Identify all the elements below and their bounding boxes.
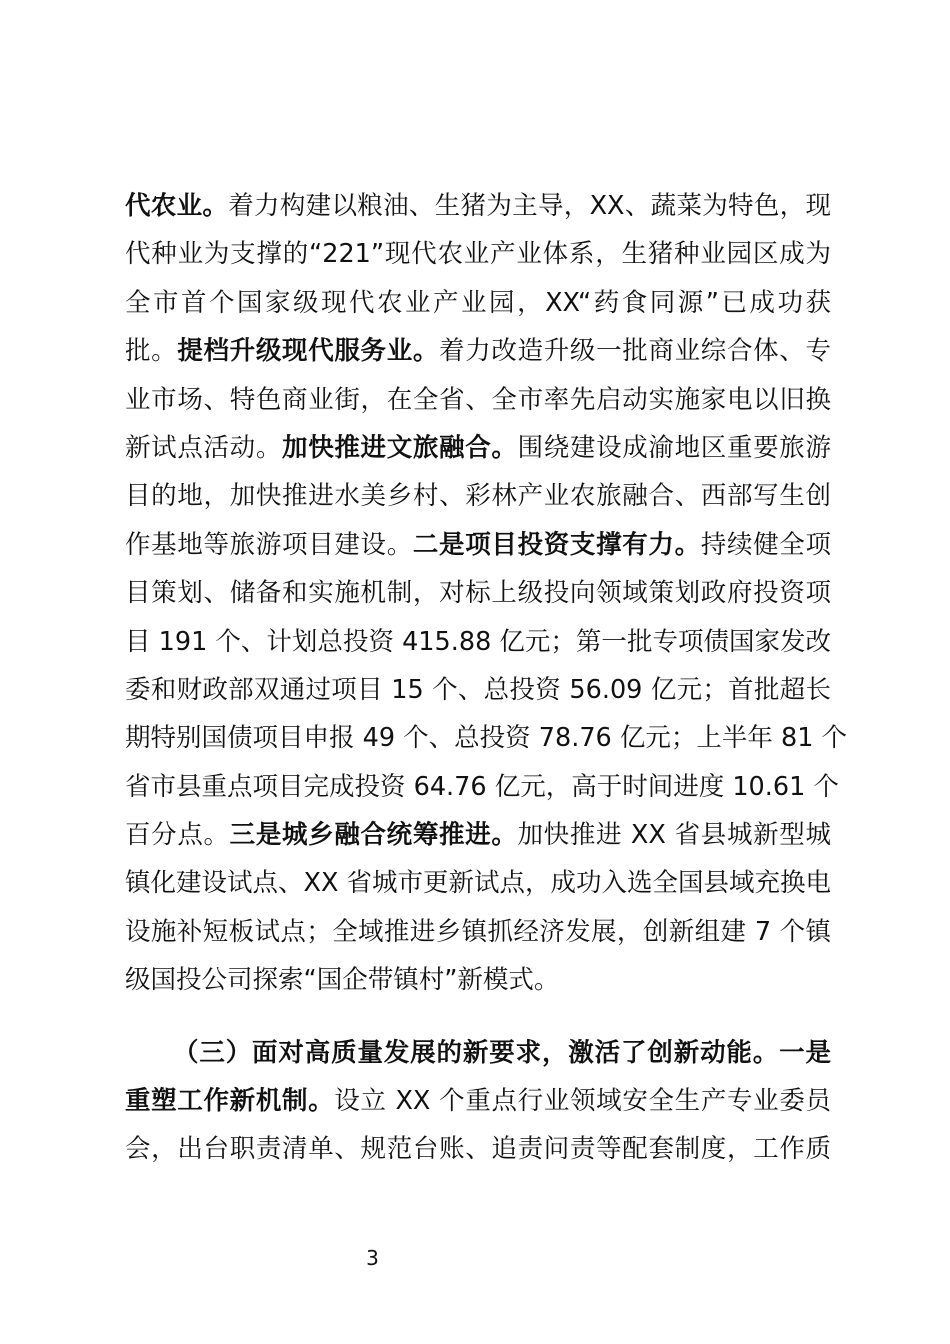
- text-line: [125, 472, 831, 520]
- body-text: 省市县重点项目完成投资 64.76 亿元，高于时间进度 10.61 个: [125, 771, 839, 802]
- bold-heading-text: 代农业。: [125, 191, 229, 221]
- body-text: 加快推进 XX 省县城新型城: [517, 820, 831, 851]
- body-text: 级国投公司探索“国企带镇村”新模式。: [125, 965, 560, 996]
- text-line: [125, 327, 831, 375]
- document-body: [125, 182, 848, 1174]
- paragraph: [125, 1029, 831, 1174]
- bold-heading-text: 三是城乡融合统筹推进。: [229, 820, 518, 851]
- paragraph-gap: [125, 1005, 831, 1029]
- bold-heading-text: 二是项目投资支撑有力。: [412, 529, 701, 560]
- text-line: [125, 424, 831, 472]
- paragraph: [125, 182, 848, 1005]
- body-text: 围绕建设成渝地区重要旅游: [517, 432, 831, 463]
- text-line: [125, 1029, 831, 1077]
- text-line: [125, 859, 831, 907]
- text-line: [125, 811, 831, 859]
- body-text: 百分点。: [125, 820, 230, 851]
- text-line: [125, 1125, 831, 1173]
- bold-heading-text: 提档升级现代服务业。: [177, 336, 440, 367]
- text-line: [125, 666, 831, 714]
- text-line: [125, 182, 831, 230]
- page-number: 3: [366, 1246, 379, 1270]
- bold-heading-text: 重塑工作新机制。: [125, 1086, 335, 1117]
- body-text: 目策划、储备和实施机制，对标上级投向领域策划政府投资项: [125, 578, 831, 609]
- text-line: [125, 569, 831, 617]
- body-text: 业市场、特色商业街，在全省、全市率先启动实施家电以旧换: [125, 384, 831, 415]
- text-line: [125, 279, 831, 327]
- body-text: 新试点活动。: [125, 432, 283, 463]
- body-text: 设立 XX 个重点行业领域安全生产专业委员: [334, 1086, 831, 1117]
- text-line: [125, 376, 831, 424]
- text-line: [125, 618, 831, 666]
- text-line: [125, 1077, 831, 1125]
- text-line: [125, 714, 848, 762]
- body-text: 会，出台职责清单、规范台账、追责问责等配套制度，工作质: [125, 1134, 831, 1165]
- body-text: 委和财政部双通过项目 15 个、总投资 56.09 亿元；首批超长: [125, 674, 831, 705]
- bold-heading-text: 加快推进文旅融合。: [282, 432, 518, 463]
- text-line: [125, 230, 831, 278]
- body-text: 设施补短板试点；全域推进乡镇抓经济发展，创新组建 7 个镇: [125, 916, 831, 947]
- body-text: 持续健全项: [700, 529, 831, 560]
- body-text: 期特别国债项目申报 49 个、总投资 78.76 亿元；上半年 81 个: [125, 723, 848, 754]
- text-line: [125, 763, 839, 811]
- text-line: [125, 956, 831, 1004]
- body-text: 镇化建设试点、XX 省城市更新试点，成功入选全国县域充换电: [125, 868, 832, 899]
- text-line: [125, 521, 831, 569]
- body-text: 全市首个国家级现代农业产业园，XX“药食同源”已成功获: [125, 287, 831, 318]
- text-line: [125, 908, 831, 956]
- body-text: 目的地，加快推进水美乡村、彩林产业农旅融合、西部写生创: [125, 481, 831, 512]
- body-text: 目 191 个、计划总投资 415.88 亿元；第一批专项债国家发改: [125, 626, 831, 657]
- body-text: 作基地等旅游项目建设。: [125, 529, 413, 560]
- body-text: 批。: [125, 336, 178, 367]
- body-text: 着力改造升级一批商业综合体、专: [439, 336, 831, 367]
- body-text: 代种业为支撑的“221”现代农业产业体系，生猪种业园区成为: [125, 239, 831, 270]
- body-text: 着力构建以粮油、生猪为主导，XX、蔬菜为特色，现: [228, 191, 831, 221]
- bold-heading-text: （三）面对高质量发展的新要求，激活了创新动能。一是: [173, 1037, 831, 1068]
